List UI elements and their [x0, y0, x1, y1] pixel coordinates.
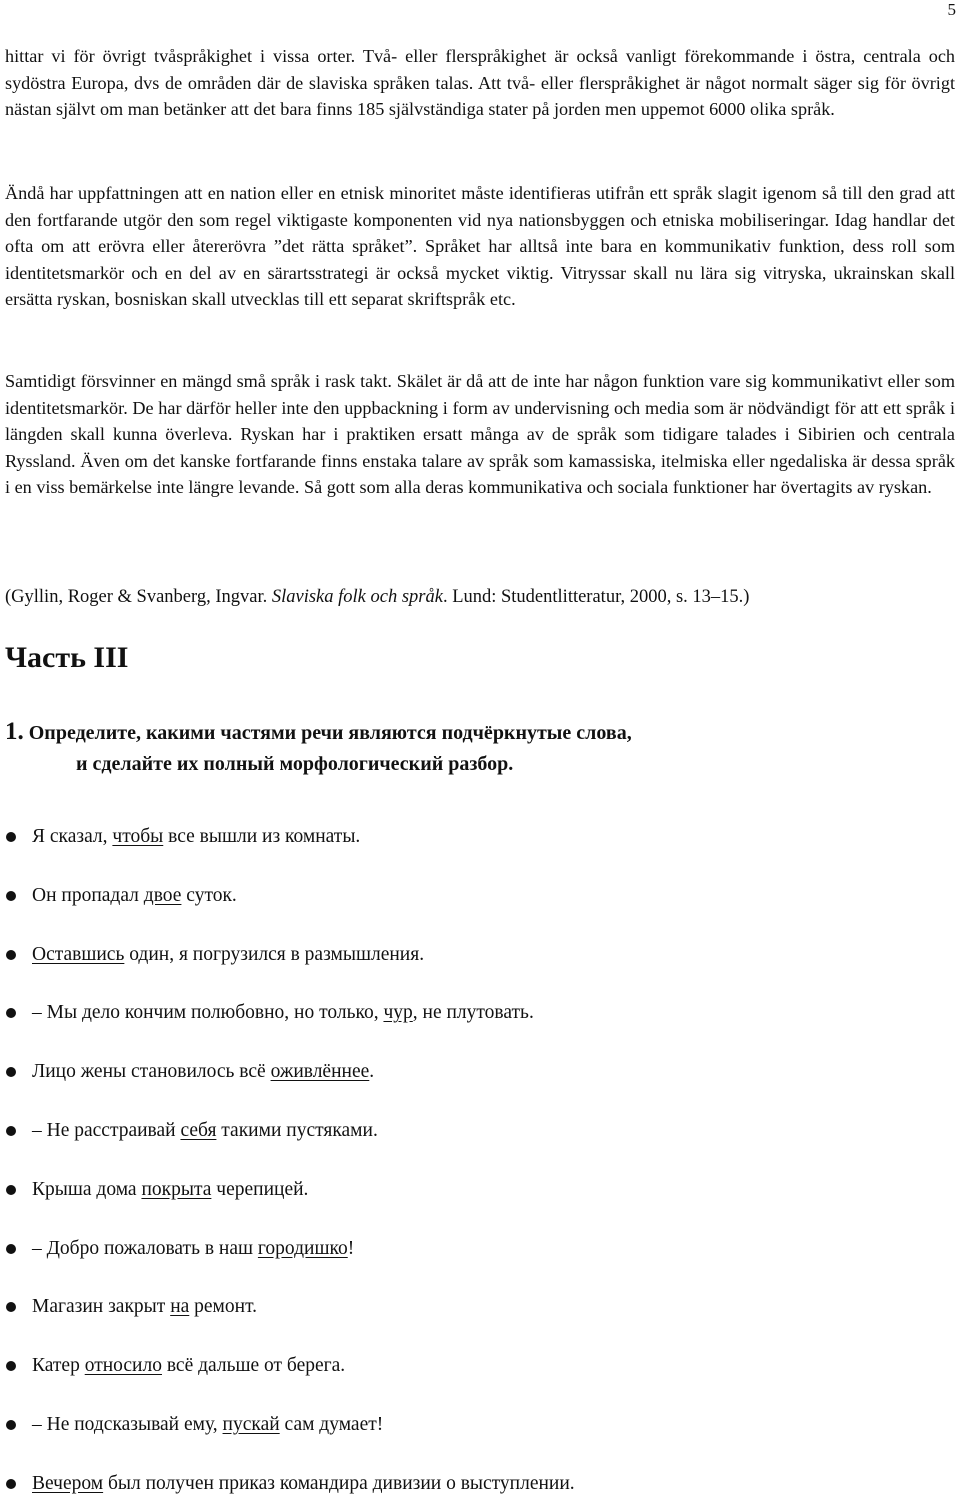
underlined-word: на	[170, 1296, 190, 1318]
bullet-icon	[6, 1008, 16, 1018]
bullet-icon	[6, 1361, 16, 1371]
example-text-before: Катер	[32, 1355, 85, 1377]
underlined-word: оживлённее	[270, 1061, 370, 1083]
task-line-1: Определите, какими частями речи являются подчёркнутые слова,	[23, 722, 632, 744]
task-line-2: и сделайте их полный морфологический разбор.	[76, 753, 514, 775]
underlined-word: чур	[383, 1002, 413, 1024]
example-text-before: Крыша дома	[32, 1178, 142, 1200]
bullet-icon	[6, 950, 16, 960]
example-text-before: Магазин закрыт	[32, 1296, 171, 1318]
example-text-before: – Не подсказывай ему,	[32, 1414, 223, 1435]
example-text	[32, 940, 424, 970]
bullet-icon	[6, 1479, 16, 1489]
example-text-after: , не плутовать.	[412, 1002, 534, 1024]
citation	[5, 584, 749, 610]
example-text-after: .	[369, 1061, 375, 1083]
example-text	[32, 1351, 345, 1381]
example-text-after: сам думает!	[279, 1414, 384, 1435]
paragraph-3: Samtidigt försvinner en mängd små språk i rask takt. Skälet är då att de inte har någon funktion vare sig kommunikativt eller som identitetsmarkör. De har därför heller inte den uppbackning i form av undervisning och media som är nödvändigt för att ett språk i längden skall kunna överleva. Ryskan har i praktiken ersatt många av de språk som tidigare talades i Sibirien och centrala Ryssland. Även om det kanske fortfarande finns enstaka talare av språk som kamassiska, itelmiska eller ngedaliska är dessa språk i en viss bemärkelse inte längre levande. Så gott som alla deras kommunikativa och sociala funktioner har övertagits av ryskan.	[5, 371, 955, 497]
example-text-after: черепицей.	[211, 1178, 309, 1200]
example-text-before: – Добро пожаловать в наш	[32, 1237, 258, 1259]
example-text	[32, 822, 360, 852]
example-text-before: Он пропадал	[32, 884, 144, 906]
paragraph-1: hittar vi för övrigt tvåspråkighet i vissa orter. Två- eller flerspråkighet är också vanligt förekommande i östra, centrala och sydöstra Europa, dvs de områden där de slaviska språken talas. Att två- eller flerspråkighet är något normalt säger sig för övrigt nästan självt om man betänker att det bara finns 185 självständiga stater på jorden men uppemot 6000 olika språk.	[5, 46, 955, 119]
example-text-after: ремонт.	[189, 1296, 258, 1318]
paragraph-2: Ändå har uppfattningen att en nation eller en etnisk minoritet måste identifieras utifrån ett språk slagit igenom så till den grad att den fortfarande utgör den som regel viktigaste komponenten vid nya nationsbyggen och etniska mobiliseringar. Idag handlar det ofta om att erövra eller återerövra ”det rätta språket”. Språket har alltså inte bara en kommunikativ funktion, dess roll som identitetsmarkör och en del av en särartsstrategi är också mycket viktig. Vitryssar skall nu lära sig vitryska, ukrainskan skall ersätta ryskan, bosniskan skall utvecklas till ett separat skriftspråk etc.	[5, 183, 955, 309]
citation-authors: (Gyllin, Roger & Svanberg, Ingvar.	[5, 587, 272, 607]
underlined-word: Вечером	[32, 1472, 104, 1494]
example-text-after: !	[347, 1237, 355, 1259]
underlined-word: Оставшись	[32, 943, 125, 965]
example-text	[32, 881, 237, 911]
underlined-word: относило	[84, 1355, 162, 1377]
example-text	[32, 1234, 354, 1264]
underlined-word: покрыта	[141, 1178, 212, 1200]
bullet-icon	[6, 1067, 16, 1077]
page-number: 5	[947, 0, 956, 19]
task-heading	[5, 716, 632, 780]
bullet-icon	[6, 1244, 16, 1254]
example-text-after: один, я погрузился в размышления.	[124, 943, 425, 965]
example-text-after: был получен приказ командира дивизии о выступлении.	[103, 1472, 575, 1494]
example-text-before: Лицо жены становилось всё	[32, 1061, 271, 1083]
example-text-after: всё дальше от берега.	[161, 1355, 346, 1377]
bullet-icon	[6, 1185, 16, 1195]
example-text	[32, 1292, 257, 1322]
citation-publisher: . Lund: Studentlitteratur, 2000, s. 13–15.)	[442, 587, 750, 607]
underlined-word: себя	[180, 1120, 217, 1141]
example-text	[32, 1469, 575, 1499]
task-number: 1.	[5, 718, 24, 745]
bullet-icon	[6, 1420, 16, 1430]
example-text	[32, 1116, 378, 1146]
underlined-word: чтобы	[112, 826, 164, 847]
example-text-before: Я сказал,	[32, 826, 113, 847]
example-text	[32, 1057, 374, 1087]
bullet-icon	[6, 1126, 16, 1136]
example-text	[32, 1410, 383, 1440]
underlined-word: городишко	[257, 1237, 348, 1259]
part-title: Часть III	[5, 641, 129, 674]
example-text-after: такими пустяками.	[216, 1120, 378, 1141]
example-text	[32, 1175, 308, 1205]
underlined-word: двое	[143, 884, 182, 906]
example-text-before: – Мы дело кончим полюбовно, но только,	[32, 1002, 384, 1024]
example-text-after: суток.	[181, 884, 237, 906]
example-text-after: все вышли из комнаты.	[163, 826, 361, 847]
example-text	[32, 998, 534, 1028]
underlined-word: пускай	[222, 1414, 280, 1435]
bullet-icon	[6, 1302, 16, 1312]
example-text-before: – Не расстраивай	[32, 1120, 181, 1141]
bullet-icon	[6, 832, 16, 842]
citation-title: Slaviska folk och språk	[271, 587, 443, 607]
bullet-icon	[6, 891, 16, 901]
